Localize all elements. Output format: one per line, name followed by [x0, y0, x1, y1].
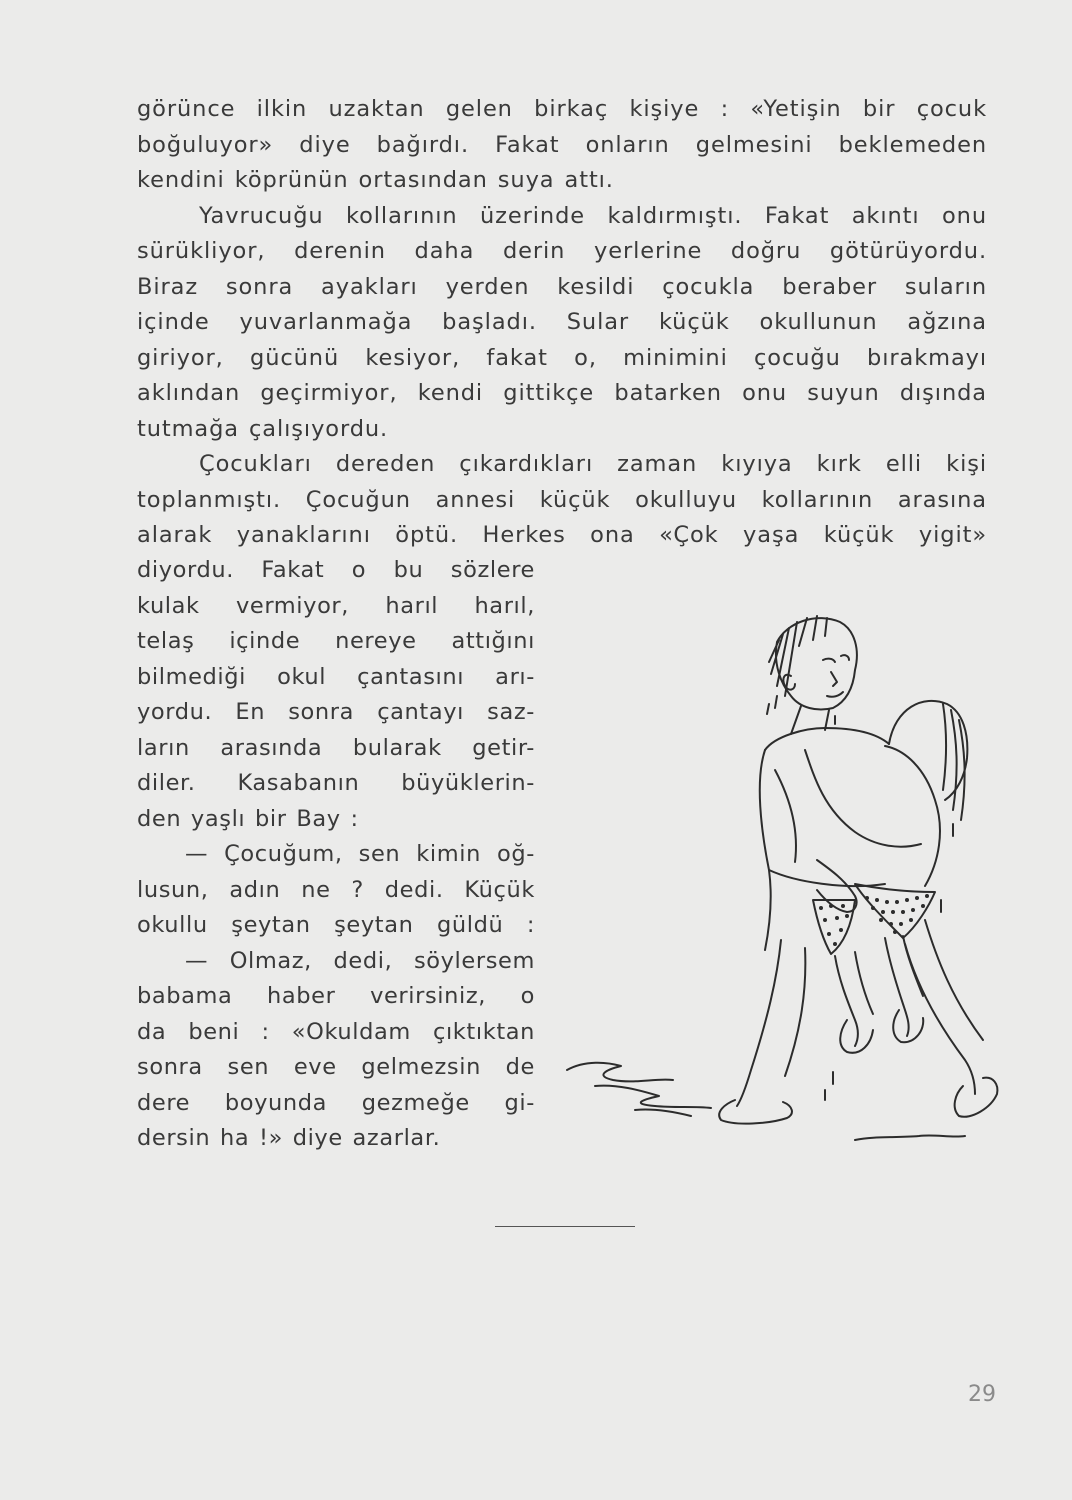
text-line: da beni : «Okuldam çıktıktan — [137, 1018, 535, 1045]
text-line: Çocukları dereden çıkardıkları zaman kıyıya kırk elli kişi — [199, 451, 987, 477]
text-line: Yavrucuğu kollarının üzerinde kaldırmıştı. Fakat akıntı onu — [199, 202, 987, 229]
text-line: toplanmıştı. Çocuğun annesi küçük okulluyu kollarının arasına — [137, 486, 987, 513]
text-line: sürükliyor, derenin daha derin yerlerine doğru götürüyordu. — [137, 238, 987, 264]
text-line: sonra sen eve gelmezsin de — [137, 1054, 535, 1080]
text-line: diler. Kasabanın büyüklerin- — [137, 770, 535, 796]
text-line: yordu. En sonra çantayı saz- — [137, 699, 535, 725]
text-line: alarak yanaklarını öptü. Herkes ona «Çok yaşa küçük yigit» — [137, 522, 987, 548]
text-line: boğuluyor» diye bağırdı. Fakat onların gelmesini beklemeden — [137, 131, 987, 158]
section-divider — [495, 1226, 635, 1227]
boy-carrying-child-illustration — [555, 600, 1000, 1160]
text-line: görünce ilkin uzaktan gelen birkaç kişiye : «Yetişin bir çocuk — [137, 96, 987, 122]
page-number: 29 — [968, 1382, 996, 1407]
text-line: okullu şeytan şeytan güldü : — [137, 912, 535, 938]
text-line: Biraz sonra ayakları yerden kesildi çocukla beraber suların — [137, 273, 987, 300]
text-block-full-width — [137, 92, 987, 554]
text-line: bilmediği okul çantasını arı- — [137, 663, 535, 690]
text-line: dere boyunda gezmeğe gi- — [137, 1089, 535, 1116]
text-line: içinde yuvarlanmağa başladı. Sular küçük okullunun ağzına — [137, 309, 987, 335]
text-line: aklından geçirmiyor, kendi gittikçe batarken onu suyun dışında — [137, 380, 987, 406]
text-line: tutmağa çalışıyordu. — [137, 415, 389, 442]
text-line: — Çocuğum, sen kimin oğ- — [185, 841, 535, 867]
text-line: giriyor, gücünü kesiyor, fakat o, minimini çocuğu bırakmayı — [137, 344, 987, 371]
text-line: — Olmaz, dedi, söylersem — [185, 947, 535, 974]
text-block-beside-illustration — [137, 553, 535, 1157]
text-line: kendini köprünün ortasından suya attı. — [137, 167, 614, 193]
text-line: babama haber verirsiniz, o — [137, 983, 535, 1009]
text-line: den yaşlı bir Bay : — [137, 805, 359, 832]
text-line: ların arasında bularak getir- — [137, 734, 535, 761]
text-line: kulak vermiyor, harıl harıl, — [137, 592, 535, 619]
text-line: telaş içinde nereye attığını — [137, 628, 535, 654]
text-line: diyordu. Fakat o bu sözlere — [137, 557, 535, 583]
text-line: dersin ha !» diye azarlar. — [137, 1125, 441, 1151]
text-line: lusun, adın ne ? dedi. Küçük — [137, 876, 535, 903]
